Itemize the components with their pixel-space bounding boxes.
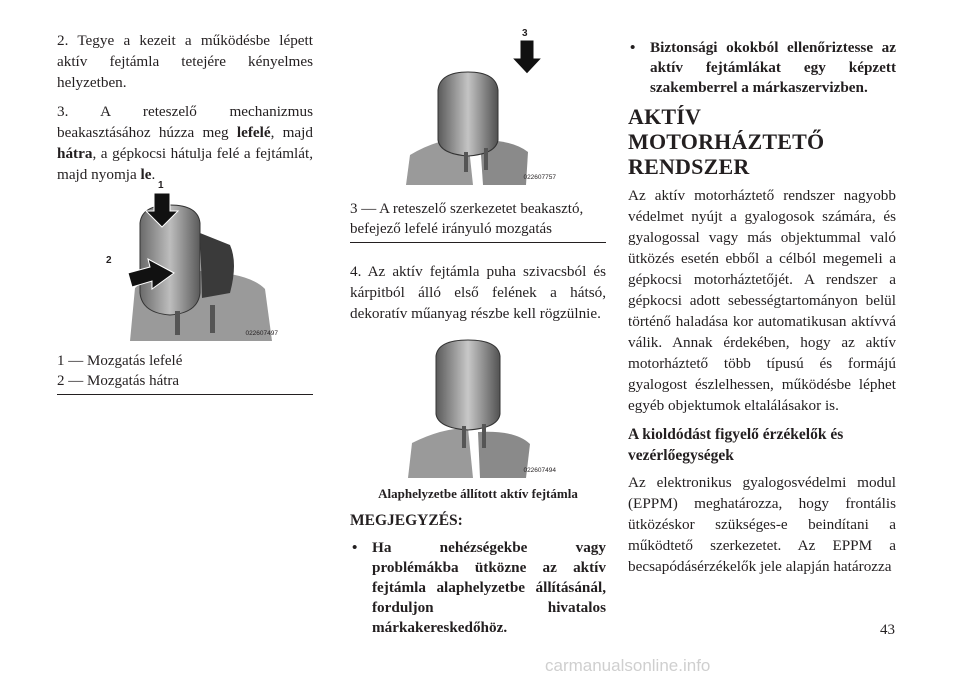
headrest-figure-1	[90, 180, 280, 341]
headrest-figure-2	[398, 28, 558, 185]
step-3-text: 3. A reteszelő mechanizmus beakasztásához húzza meg lefelé, majd hátra, a gépkocsi hátulja felé a fejtámlát, majd nyomja le.	[57, 103, 313, 183]
callout-3: 3	[522, 28, 528, 39]
figure-id: 022607497	[245, 330, 278, 337]
bullet-dot: •	[352, 539, 358, 556]
note-bullet	[350, 538, 606, 638]
caption-line-2: 2 — Mozgatás hátra	[57, 373, 180, 389]
column-middle	[350, 28, 606, 638]
subsection-heading: A kioldódást figyelő érzékelők és vezérlőegységek	[628, 426, 844, 464]
headrest-figure-3	[398, 338, 558, 478]
note-title: MEGJEGYZÉS:	[350, 512, 463, 529]
step-4-text: 4. Az aktív fejtámla puha szivacsból és kárpitból álló első felének a hátsó, dekoratív műanyag részbe kell rögzülnie.	[350, 263, 606, 322]
callout-2: 2	[106, 255, 112, 266]
figure-id: 022607494	[523, 467, 556, 474]
section-paragraph-2: Az elektronikus gyalogosvédelmi modul (EPPM) meghatározza, hogy frontális ütközéskor szükséges-e beindítani a működtető szerkezetet. Az EPPM a becsapódásérzékelők jele alapján határozza	[628, 474, 896, 575]
watermark: carmanualsonline.info	[545, 656, 711, 675]
step-2-text: 2. Tegye a kezeit a működésbe lépett aktív fejtámla tetejére kényelmes helyzetben.	[57, 32, 313, 91]
safety-bullet-text: Biztonsági okokból ellenőriztesse az aktív fejtámlákat egy képzett szakemberrel a márkaszervizben.	[650, 39, 896, 96]
figure-caption-1	[57, 351, 313, 395]
figure-caption-2: 3 — A reteszelő szerkezetet beakasztó, befejező lefelé irányuló mozgatás	[350, 199, 606, 243]
section-heading: AKTÍV MOTORHÁZTETŐ RENDSZER	[628, 104, 825, 179]
figure-id: 022607757	[523, 174, 556, 181]
safety-bullet	[628, 38, 896, 98]
headrest-illustration	[90, 193, 280, 341]
note-bullet-text: Ha nehézségekbe vagy problémákba ütközne az aktív fejtámla alaphelyzetbe állításánál, forduljon hivatalos márkakereskedőhöz.	[372, 539, 606, 636]
column-right	[628, 38, 896, 577]
bullet-dot: •	[630, 39, 636, 56]
headrest-illustration	[398, 40, 558, 185]
page-number: 43	[880, 622, 895, 638]
column-left	[57, 30, 313, 395]
section-paragraph-1: Az aktív motorháztető rendszer nagyobb védelmet nyújt a gyalogosok számára, és gyalogossal vagy más objektummal való ütközés esetén ebből a célból megemeli a gépkocsi motorháztetőjét. A rendszer a gépkocsi adott sebességtartományon belül történő haladása kor automatikusan aktívvá válik. Annak érdekében, hogy az aktív motorháztető több típusú és formájú gyalogost észlelhessen, működésbe léphet egyéb objektumok eltalálásakor is.	[628, 187, 896, 414]
figure-caption-3: Alaphelyzetbe állított aktív fejtámla	[378, 486, 578, 501]
callout-1: 1	[158, 180, 164, 191]
headrest-illustration	[398, 338, 558, 478]
caption-line-1: 1 — Mozgatás lefelé	[57, 353, 183, 369]
